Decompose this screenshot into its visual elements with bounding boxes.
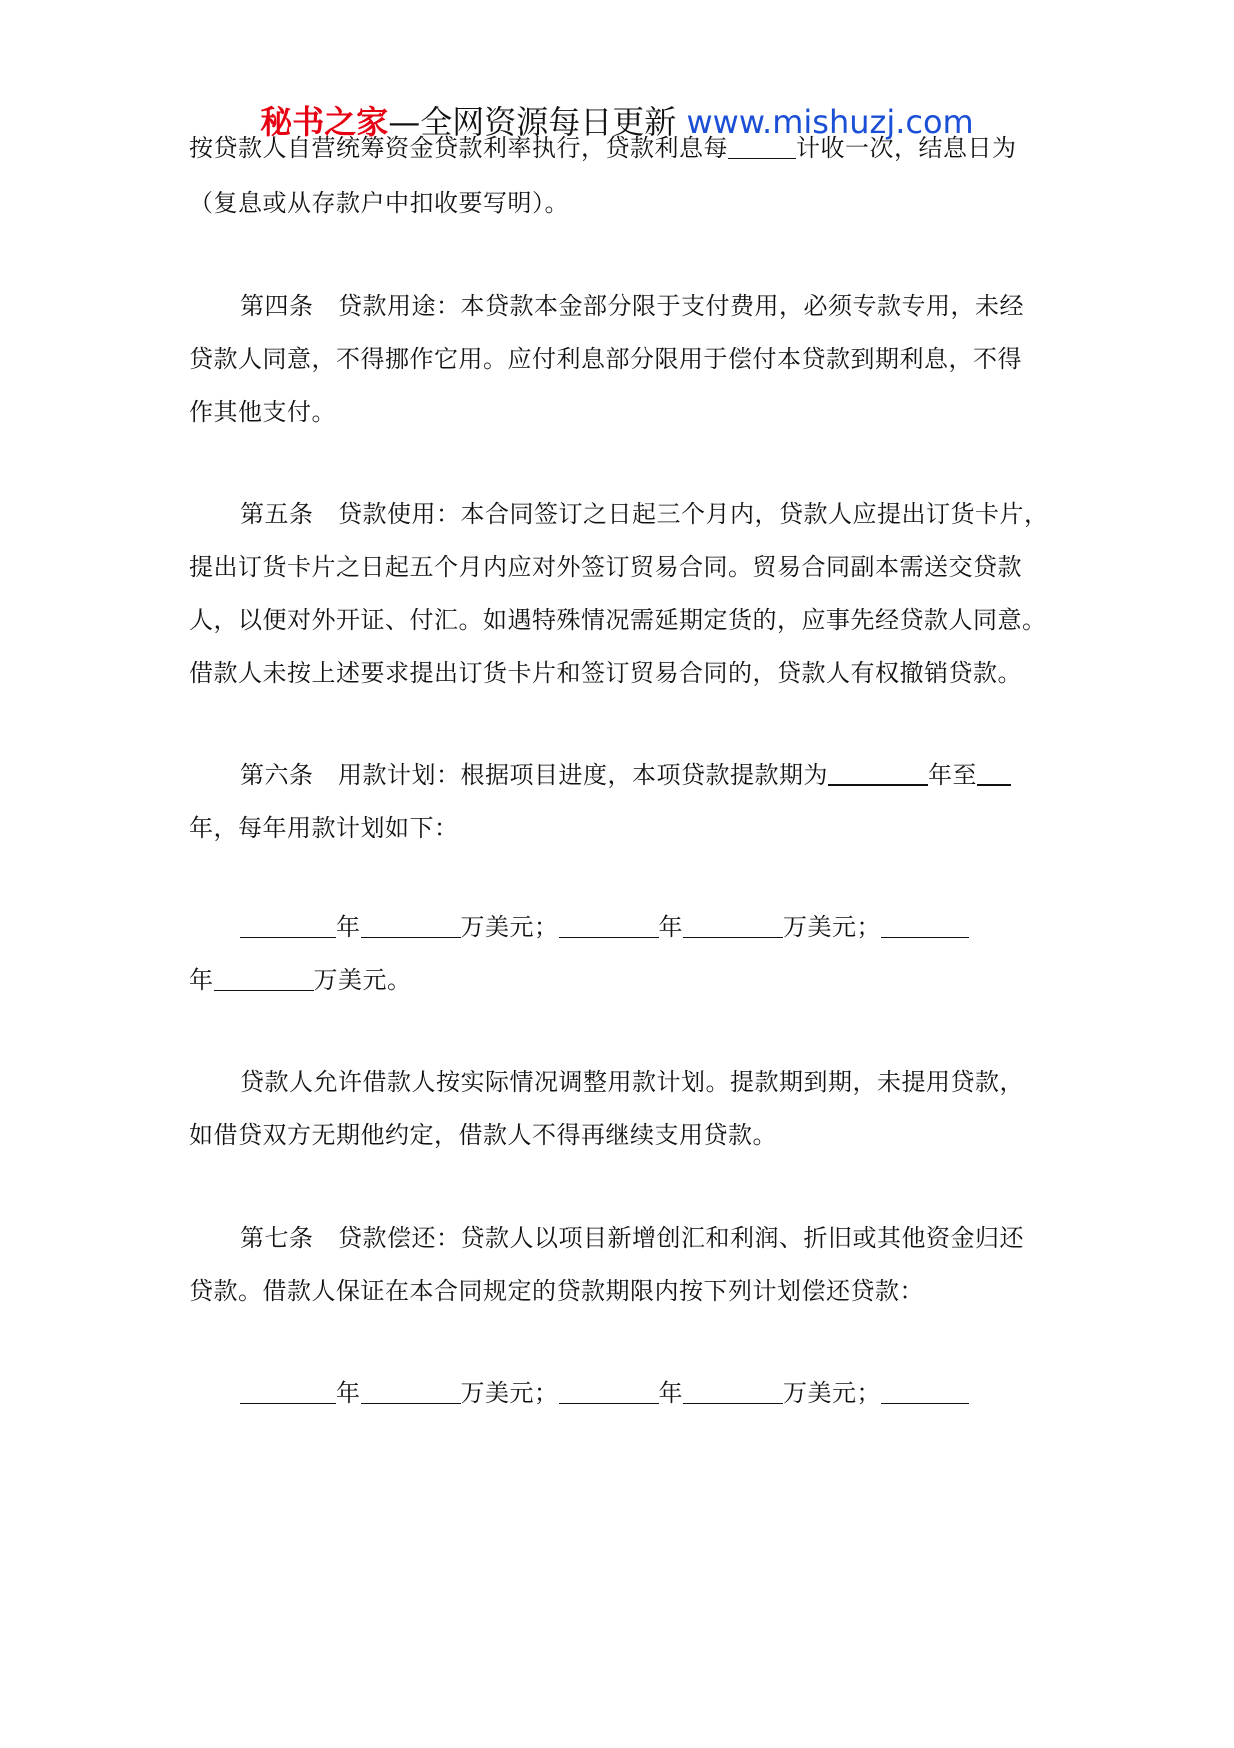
drawdown-plan-line-2: 年 万美元。 [189, 966, 412, 994]
blank-year [240, 1381, 336, 1404]
article-6-line-1: 第六条 用款计划：根据项目进度，本项贷款提款期为 年至 [240, 759, 1011, 791]
drawdown-plan-line-1: 年 万美元； 年 万美元； [240, 911, 969, 943]
article-5-line-2: 提出订货卡片之日起五个月内应对外签订贸易合同。贸易合同副本需送交贷款 [189, 553, 1022, 581]
blank-amount [214, 968, 314, 991]
article-4-line-2: 贷款人同意，不得挪作它用。应付利息部分限用于偿付本贷款到期利息，不得 [189, 345, 1022, 373]
article-3-line-1: 按贷款人自营统筹资金贷款利率执行，贷款利息每 计收一次，结息日为 [189, 134, 1017, 162]
article-7-line-1: 第七条 贷款偿还：贷款人以项目新增创汇和利润、折旧或其他资金归还 [240, 1224, 1024, 1252]
blank-amount [683, 1381, 783, 1404]
article-5-line-3: 人，以便对外开证、付汇。如遇特殊情况需延期定货的，应事先经贷款人同意。 [189, 606, 1047, 634]
blank-draw-start-year [828, 762, 928, 786]
adjustment-line-1: 贷款人允许借款人按实际情况调整用款计划。提款期到期，未提用贷款， [240, 1068, 1024, 1096]
brand-name: 秘书之家 [260, 103, 389, 141]
adjustment-line-2: 如借贷双方无期他约定，借款人不得再继续支用贷款。 [189, 1121, 777, 1149]
blank-year [240, 915, 336, 938]
blank-amount [361, 1381, 461, 1404]
article-4-line-1: 第四条 贷款用途：本贷款本金部分限于支付费用，必须专款专用，未经 [240, 292, 1024, 320]
blank-year [881, 1381, 969, 1404]
brand-tagline: —全网资源每日更新 [388, 103, 677, 141]
blank-amount [361, 915, 461, 938]
repayment-plan-line-1: 年 万美元； 年 万美元； [240, 1377, 969, 1409]
article-5-line-4: 借款人未按上述要求提出订货卡片和签订贸易合同的，贷款人有权撤销贷款。 [189, 659, 1022, 687]
article-4-line-3: 作其他支付。 [189, 398, 336, 426]
blank-interest-period [728, 136, 796, 159]
article-7-line-2: 贷款。借款人保证在本合同规定的贷款期限内按下列计划偿还贷款： [189, 1277, 924, 1305]
blank-year [881, 915, 969, 938]
blank-year [559, 915, 659, 938]
blank-year [559, 1381, 659, 1404]
blank-amount [683, 915, 783, 938]
article-6-line-2: 年，每年用款计划如下： [189, 814, 459, 842]
site-url-link[interactable]: www.mishuzj.com [686, 103, 974, 141]
article-5-line-1: 第五条 贷款使用：本合同签订之日起三个月内，贷款人应提出订货卡片， [240, 500, 1049, 528]
article-3-line-2: （复息或从存款户中扣收要写明）。 [189, 189, 569, 217]
blank-draw-end-year [977, 762, 1011, 786]
